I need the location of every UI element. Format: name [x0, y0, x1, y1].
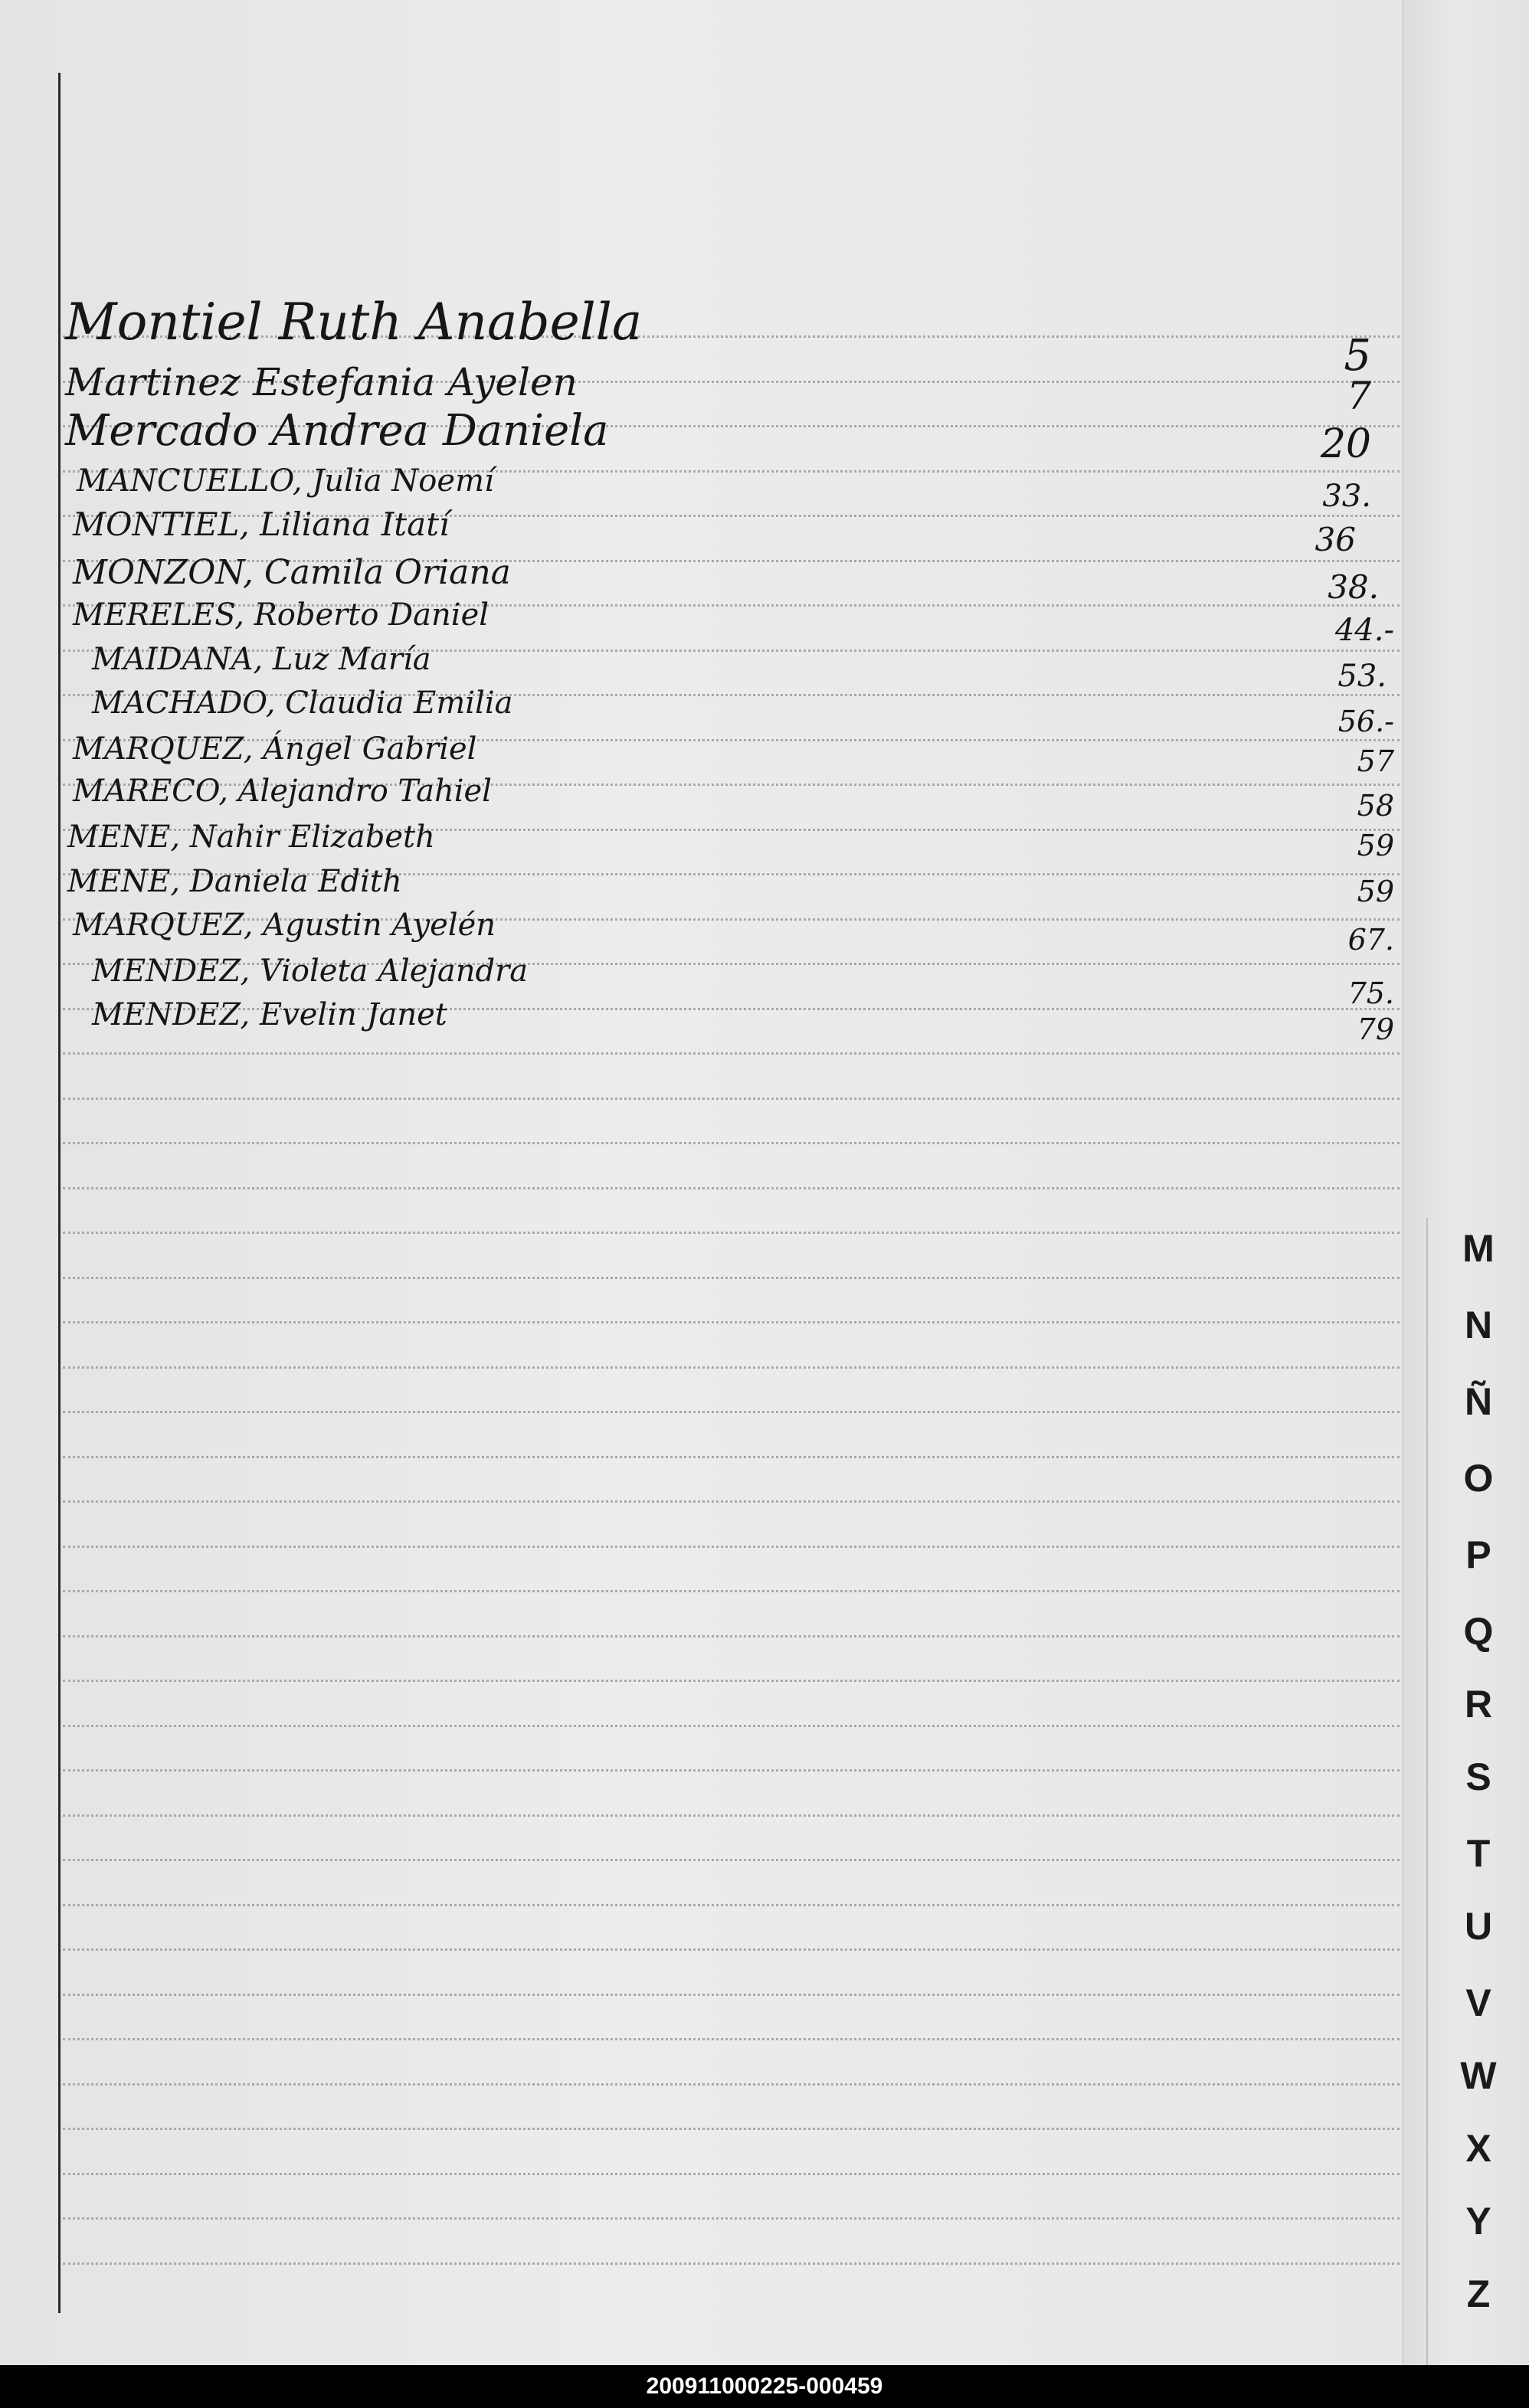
scan-id-footer: 200911000225-000459 — [0, 2365, 1529, 2408]
index-tab[interactable]: M — [1462, 1227, 1495, 1270]
ruled-line — [63, 2217, 1400, 2220]
ruled-line — [63, 1232, 1400, 1234]
ruled-line — [63, 2262, 1400, 2265]
ruled-line — [63, 1635, 1400, 1638]
ruled-line — [63, 1277, 1400, 1279]
ruled-line — [63, 1546, 1400, 1548]
entry-name: MACHADO, Claudia Emilia — [92, 685, 513, 721]
entry-page: 7 — [1347, 374, 1371, 418]
ruled-line — [63, 1366, 1400, 1369]
ruled-line — [63, 1098, 1400, 1100]
entry-name: MARECO, Alejandro Tahiel — [73, 774, 492, 809]
index-tab[interactable]: Q — [1463, 1610, 1494, 1653]
entry-name: MENE, Daniela Edith — [67, 864, 402, 899]
entry-page: 67. — [1347, 923, 1394, 957]
ruled-line — [63, 1187, 1400, 1189]
ruled-line — [63, 2038, 1400, 2040]
entry-name: MARQUEZ, Agustin Ayelén — [73, 908, 496, 943]
entry-name: Montiel Ruth Anabella — [65, 293, 643, 352]
ruled-line — [63, 1680, 1400, 1682]
entry-name: MONTIEL, Liliana Itatí — [73, 505, 450, 543]
ruled-line — [63, 1769, 1400, 1772]
entry-name: MAIDANA, Luz María — [92, 642, 431, 677]
ruled-line — [63, 2128, 1400, 2130]
index-tab[interactable]: Ñ — [1464, 1380, 1493, 1423]
index-tab[interactable]: V — [1465, 1981, 1491, 2024]
entry-page: 53. — [1337, 659, 1387, 694]
ruled-line — [63, 2173, 1400, 2175]
entry-name: MENE, Nahir Elizabeth — [67, 820, 435, 855]
entry-page: 75. — [1347, 977, 1394, 1010]
entry-name: MARQUEZ, Ángel Gabriel — [73, 731, 477, 767]
ruled-line — [63, 1590, 1400, 1592]
entry-page: 57 — [1357, 744, 1394, 778]
ruled-line — [63, 1411, 1400, 1413]
entry-page: 36 — [1315, 521, 1356, 558]
margin-line — [58, 73, 61, 2313]
ruled-line — [63, 1904, 1400, 1906]
ruled-line — [63, 2083, 1400, 2086]
ruled-line — [63, 1500, 1400, 1503]
entry-name: MANCUELLO, Julia Noemí — [77, 463, 494, 499]
ruled-line — [63, 1456, 1400, 1458]
ruled-line — [63, 1142, 1400, 1144]
entry-name: Martinez Estefania Ayelen — [65, 360, 578, 404]
ruled-line — [63, 1948, 1400, 1951]
ruled-line — [63, 1052, 1400, 1055]
entry-name: MENDEZ, Evelin Janet — [92, 997, 447, 1032]
tab-edge — [1426, 1218, 1428, 2367]
ruled-line — [63, 1321, 1400, 1323]
entry-page: 20 — [1320, 421, 1371, 467]
entry-name: Mercado Andrea Daniela — [65, 406, 609, 456]
index-tab[interactable]: X — [1465, 2127, 1491, 2170]
ruled-line — [63, 1994, 1400, 1996]
index-tab[interactable]: Z — [1466, 2272, 1491, 2315]
entry-page: 58 — [1357, 789, 1394, 823]
entry-name: MENDEZ, Violeta Alejandra — [92, 954, 529, 989]
index-tab[interactable]: T — [1466, 1832, 1491, 1875]
ruled-line — [63, 1814, 1400, 1817]
index-tab[interactable]: W — [1460, 2054, 1497, 2097]
entry-page: 38. — [1328, 568, 1379, 606]
index-tab[interactable]: N — [1464, 1304, 1493, 1346]
index-tab[interactable]: P — [1465, 1533, 1491, 1576]
entry-page: 59 — [1357, 875, 1394, 908]
index-tab[interactable]: R — [1464, 1683, 1493, 1726]
ruled-line — [63, 1725, 1400, 1727]
entry-page: 59 — [1357, 829, 1394, 862]
ruled-lines — [63, 0, 1400, 2365]
entry-page: 33. — [1322, 479, 1371, 514]
entry-page: 79 — [1357, 1013, 1394, 1046]
index-tab[interactable]: Y — [1465, 2200, 1491, 2243]
index-tab[interactable]: O — [1463, 1457, 1494, 1500]
index-tab[interactable]: U — [1464, 1905, 1493, 1948]
entry-name: MONZON, Camila Oriana — [73, 553, 511, 592]
entry-page: 44.- — [1334, 613, 1394, 648]
ruled-line — [63, 1859, 1400, 1861]
entry-page: 56.- — [1337, 705, 1394, 738]
entry-page: 5 — [1344, 331, 1371, 381]
entry-name: MERELES, Roberto Daniel — [73, 597, 489, 633]
index-tab[interactable]: S — [1465, 1755, 1491, 1798]
